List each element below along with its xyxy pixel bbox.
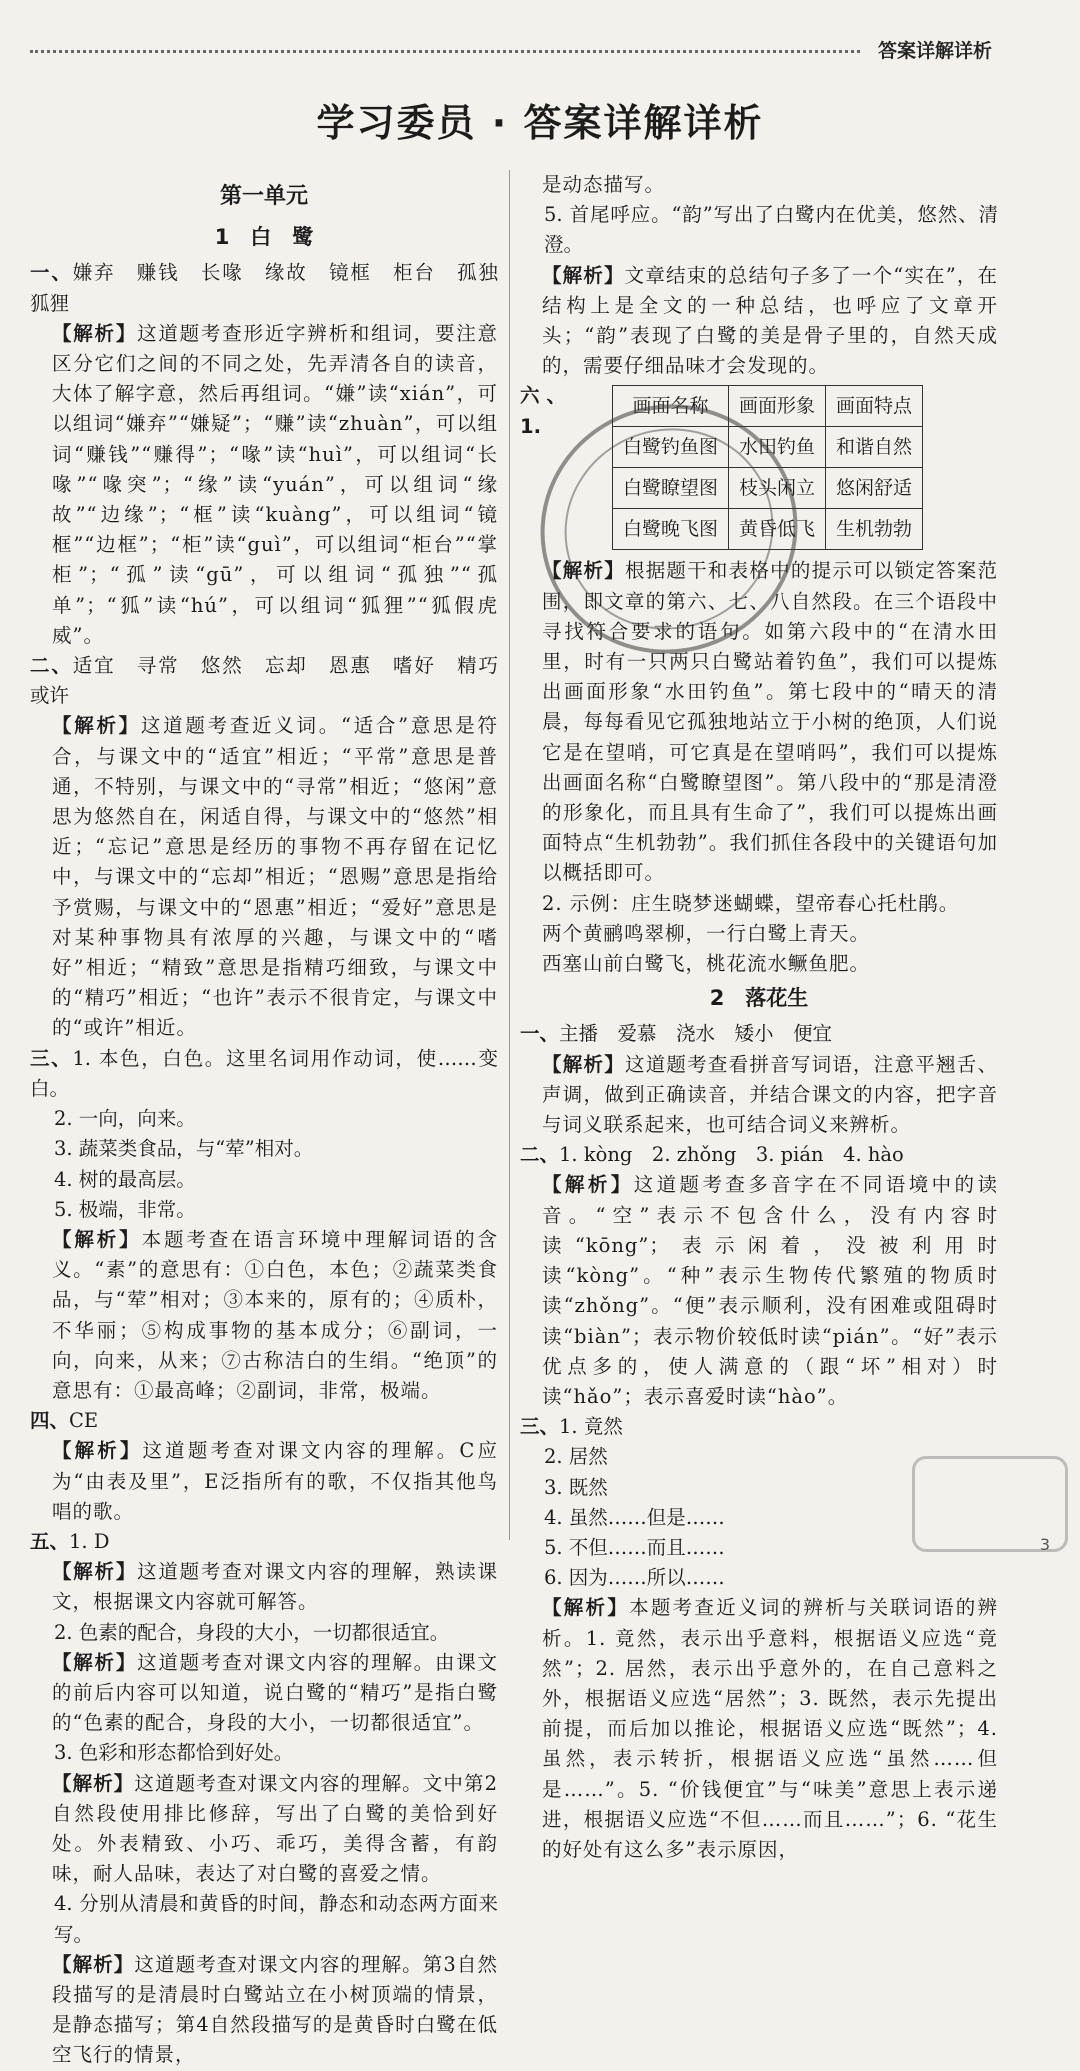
answer-text: 嫌弃 赚钱 长喙 缘故 镜框 柜台 孤独 狐狸	[30, 261, 518, 315]
explanation-text: 这道题考查近义词。“适合”意思是符合，与课文中的“适宜”相近；“平常”意思是普通，不特别，与课文中的“寻常”相近；“悠闲”意思为悠然自在，闲适自得，与课文中的“悠然”相近；“忘记”意思是经历的事物不再存留在记忆中，与课文中的“忘却”相近；“恩赐”意思是指给予赏赐，与课文中的“恩惠”相近；“爱好”意思是对某种事物具有浓厚的兴趣，与课文中的“嗜好”相近；“精致”意思是指精巧细致，与课文中的“精巧”相近；“也许”表示不很肯定，与课文中的“或许”相近。	[52, 714, 498, 1040]
explanation-tag: 【解析】	[52, 1439, 143, 1463]
explanation-tag: 【解析】	[52, 1560, 138, 1584]
question-answer	[520, 1140, 998, 1170]
answer-line: 是动态描写。	[542, 173, 666, 196]
explanation-text: 这道题考查看拼音写词语，注意平翘舌、声调，做到正确读音，并结合课文的内容，把字音与词义联系起来，也可结合词义来辨析。	[542, 1052, 998, 1137]
explanation-tag: 【解析】	[52, 1771, 135, 1795]
sub-answer: 4. 分别从清晨和黄昏的时间，静态和动态两方面来写。	[54, 1892, 498, 1946]
explanation-text: 根据题干和表格中的提示可以锁定答案范围，即文章的第六、七、八自然段。在三个语段中寻找符合要求的语句。如第六段中的“在清水田里，时有一只两只白鹭站着钓鱼”，我们可以提炼出画面形象“水田钓鱼”。第七段中的“晴天的清晨，每每看见它孤独地站立于小树的绝顶，人们说它是在望哨，可它真是在望哨吗”，我们可以提炼出画面名称“白鹭瞭望图”。第八段中的“那是清澄的形象化，而且具有生命了”，我们可以提炼出画面特点“生机勃勃”。我们抓住各段中的关键语句加以概括即可。	[542, 559, 998, 885]
explanation-tag: 【解析】	[542, 263, 625, 287]
explanation-tag: 【解析】	[52, 1650, 138, 1674]
explanation	[520, 1170, 998, 1412]
sub-answer: 2. 示例：庄生晓梦迷蝴蝶，望帝春心托杜鹃。	[542, 891, 960, 915]
answer-text: 1. 本色，白色。这里名词用作动词，使……变白。	[30, 1046, 498, 1100]
explanation	[520, 1050, 998, 1141]
right-answer-list-a	[520, 170, 998, 381]
explanation	[30, 1648, 498, 1739]
table-cell: 悠闲舒适	[826, 468, 923, 509]
explanation-text: 文章结束的总结句子多了一个“实在”，在结构上是全文的一种总结，也呼应了文章开头；“韵”表现了白鹭的美是骨子里的，自然天成的，需要仔细品味才会发现的。	[542, 263, 998, 378]
table-cell: 枝头闲立	[729, 468, 826, 509]
question-number: 二、	[520, 1143, 560, 1167]
page-number: 3	[1039, 1535, 1050, 1554]
explanation-tag: 【解析】	[52, 1952, 135, 1976]
explanation-tag: 【解析】	[542, 1052, 625, 1076]
question-answer	[520, 1019, 998, 1049]
question-number: 二、	[30, 654, 73, 678]
question-number: 五、	[30, 1529, 70, 1553]
answer-text: 1. kòng 2. zhǒng 3. pián 4. hào	[559, 1143, 904, 1167]
right-answer-list-c	[520, 1019, 998, 1865]
table-cell: 白鹭瞭望图	[613, 468, 729, 509]
sub-answer: 3. 色彩和形态都恰到好处。	[54, 1741, 294, 1765]
sub-answer: 4. 虽然……但是……	[544, 1505, 725, 1529]
explanation-text: 本题考查近义词的辨析与关联词语的辨析。1. 竟然，表示出乎意料，根据语义应选“竟然”；2. 居然，表示出乎意外的，在自己意料之外，根据语义应选“居然”；3. 既然，表示先提出前提，而后加以推论，根据语义应选“既然”；4. 虽然，表示转折，根据语义应选“虽然……但是……”。5. “价钱便宜”与“味美”意思上表示递进，根据语义应选“不但……而且……”；6. “花生的好处有这么多”表示原因，	[542, 1596, 998, 1861]
question-number: 六、1.	[520, 384, 566, 438]
question-answer	[30, 651, 518, 711]
question-answer	[30, 1044, 498, 1104]
unit-heading: 第一单元	[219, 184, 308, 209]
table-cell: 水田钓鱼	[729, 427, 826, 468]
table-header-cell: 画面特点	[826, 386, 923, 427]
answer-text: 适宜 寻常 悠然 忘却 恩惠 嗜好 精巧 或许	[30, 654, 518, 708]
explanation-text: 本题考查在语言环境中理解词语的含义。“素”的意思有：①白色，本色；②蔬菜类食品，与“荤”相对；③本来的，原有的；④质朴，不华丽；⑤构成事物的基本成分；⑥副词，一向，向来，从来；⑦古称洁白的生绢。“绝顶”的意思有：①最高峰；②副词，非常，极端。	[52, 1227, 498, 1402]
explanation-tag: 【解析】	[542, 1596, 630, 1620]
header-label: 答案详解详析	[877, 40, 992, 62]
sub-answer: 4. 树的最高层。	[54, 1167, 196, 1191]
sub-answer: 3. 蔬菜类食品，与“荤”相对。	[54, 1137, 314, 1161]
answer-text: 1. D	[69, 1529, 110, 1553]
question-number: 三、	[30, 1046, 73, 1070]
explanation	[30, 1950, 498, 2071]
right-column	[520, 170, 998, 1865]
question-number: 三、	[520, 1415, 560, 1439]
sub-answer: 2. 居然	[544, 1445, 608, 1469]
explanation-tag: 【解析】	[542, 559, 625, 583]
explanation-text: 这道题考查多音字在不同语境中的读音。“空”表示不包含什么，没有内容时读“kōng”；表示闲着，没被利用时读“kòng”。“种”表示生物传代繁殖的物质时读“zhǒng”。“便”表示顺利，没有困难或阻碍时读“biàn”；表示物价较低时读“pián”。“好”表示优点多的，使人满意的（跟“坏”相对）时读“hǎo”；表示喜爱时读“hào”。	[542, 1173, 998, 1408]
answer-line: 西塞山前白鹭飞，桃花流水鳜鱼肥。	[542, 952, 871, 976]
sub-answer: 3. 既然	[544, 1475, 608, 1499]
left-column	[30, 170, 518, 2071]
header-dotted-rule	[30, 50, 860, 53]
explanation-tag: 【解析】	[52, 1227, 142, 1251]
table-header-cell: 画面形象	[729, 386, 826, 427]
explanation-tag: 【解析】	[52, 714, 141, 738]
answer-text: 1. 竟然	[559, 1415, 623, 1439]
answer-line: 两个黄鹂鸣翠柳，一行白鹭上青天。	[542, 921, 871, 945]
table-header-cell: 画面名称	[613, 386, 729, 427]
question-answer	[30, 258, 518, 318]
sub-answer: 5. 首尾呼应。“韵”写出了白鹭内在优美，悠然、清澄。	[544, 203, 998, 257]
answer-text: CE	[69, 1409, 99, 1433]
table-cell: 黄昏低飞	[729, 509, 826, 550]
question-answer	[30, 1406, 498, 1436]
explanation	[30, 319, 498, 651]
explanation	[30, 1557, 498, 1617]
explanation-text: 这道题考查形近字辨析和组词，要注意区分它们之间的不同之处，先弄清各自的读音，大体了解字意，然后再组词。“嫌”读“xián”，可以组词“嫌弃”“嫌疑”；“赚”读“zhuàn”，可以组词“赚钱”“赚得”；“喙”读“huì”，可以组词“长喙”“喙突”；“缘”读“yuán”，可以组词“缘故”“边缘”；“框”读“kuàng”，可以组词“镜框”“边框”；“柜”读“guì”，可以组词“柜台”“掌柜”；“孤”读“gū”，可以组词“孤独”“孤单”；“狐”读“hú”，可以组词“狐狸”“狐假虎威”。	[52, 321, 498, 647]
sub-answer: 5. 极端，非常。	[54, 1197, 196, 1221]
explanation-text: 这道题考查对课文内容的理解。由课文的前后内容可以知道，说白鹭的“精巧”是指白鹭的“色素的配合，身段的大小，一切都很适宜”。	[52, 1650, 498, 1735]
sub-answer: 2. 一向，向来。	[54, 1107, 196, 1131]
explanation-text: 这道题考查对课文内容的理解。第3自然段描写的是清晨时白鹭站立在小树顶端的情景，是静态描写；第4自然段描写的是黄昏时白鹭在低空飞行的情景，	[52, 1952, 498, 2067]
sub-answer: 6. 因为……所以……	[544, 1566, 725, 1590]
answer-text: 主播 爱慕 浇水 矮小 便宜	[559, 1022, 833, 1046]
explanation	[30, 1225, 498, 1406]
explanation-text: 这道题考查对课文内容的理解。C应为“由表及里”，E泛指所有的歌，不仅指其他鸟唱的歌。	[52, 1439, 498, 1523]
page-title: 学习委员 · 答案详解详析	[316, 101, 764, 145]
explanation	[30, 711, 498, 1043]
left-answer-list	[30, 258, 518, 2070]
question-number: 四、	[30, 1409, 70, 1433]
sub-answer: 2. 色素的配合，身段的大小，一切都很适宜。	[54, 1620, 450, 1644]
sub-answer: 5. 不但……而且……	[544, 1535, 725, 1559]
explanation	[30, 1436, 498, 1527]
question-number: 一、	[30, 261, 73, 285]
lesson2-heading: 2 落花生	[709, 986, 809, 1011]
explanation	[520, 1593, 998, 1865]
explanation	[520, 261, 998, 382]
table-cell: 白鹭晚飞图	[613, 509, 729, 550]
explanation	[30, 1769, 498, 1890]
explanation-text: 这道题考查对课文内容的理解，熟读课文，根据课文内容就可解答。	[52, 1560, 498, 1614]
explanation-tag: 【解析】	[542, 1173, 634, 1197]
explanation-text: 这道题考查对课文内容的理解。文中第2自然段使用排比修辞，写出了白鹭的美恰到好处。外表精致、小巧、乖巧，美得含蓄，有韵味，耐人品味，表达了对白鹭的喜爱之情。	[52, 1771, 498, 1886]
table-cell: 生机勃勃	[826, 509, 923, 550]
lesson-heading: 1 白 鹭	[214, 225, 314, 250]
table-cell: 白鹭钓鱼图	[613, 427, 729, 468]
column-divider	[509, 170, 510, 1540]
question-answer	[520, 1412, 998, 1442]
table-cell: 和谐自然	[826, 427, 923, 468]
explanation-tag: 【解析】	[52, 321, 138, 345]
question-answer	[30, 1527, 498, 1557]
question-number: 一、	[520, 1022, 560, 1046]
